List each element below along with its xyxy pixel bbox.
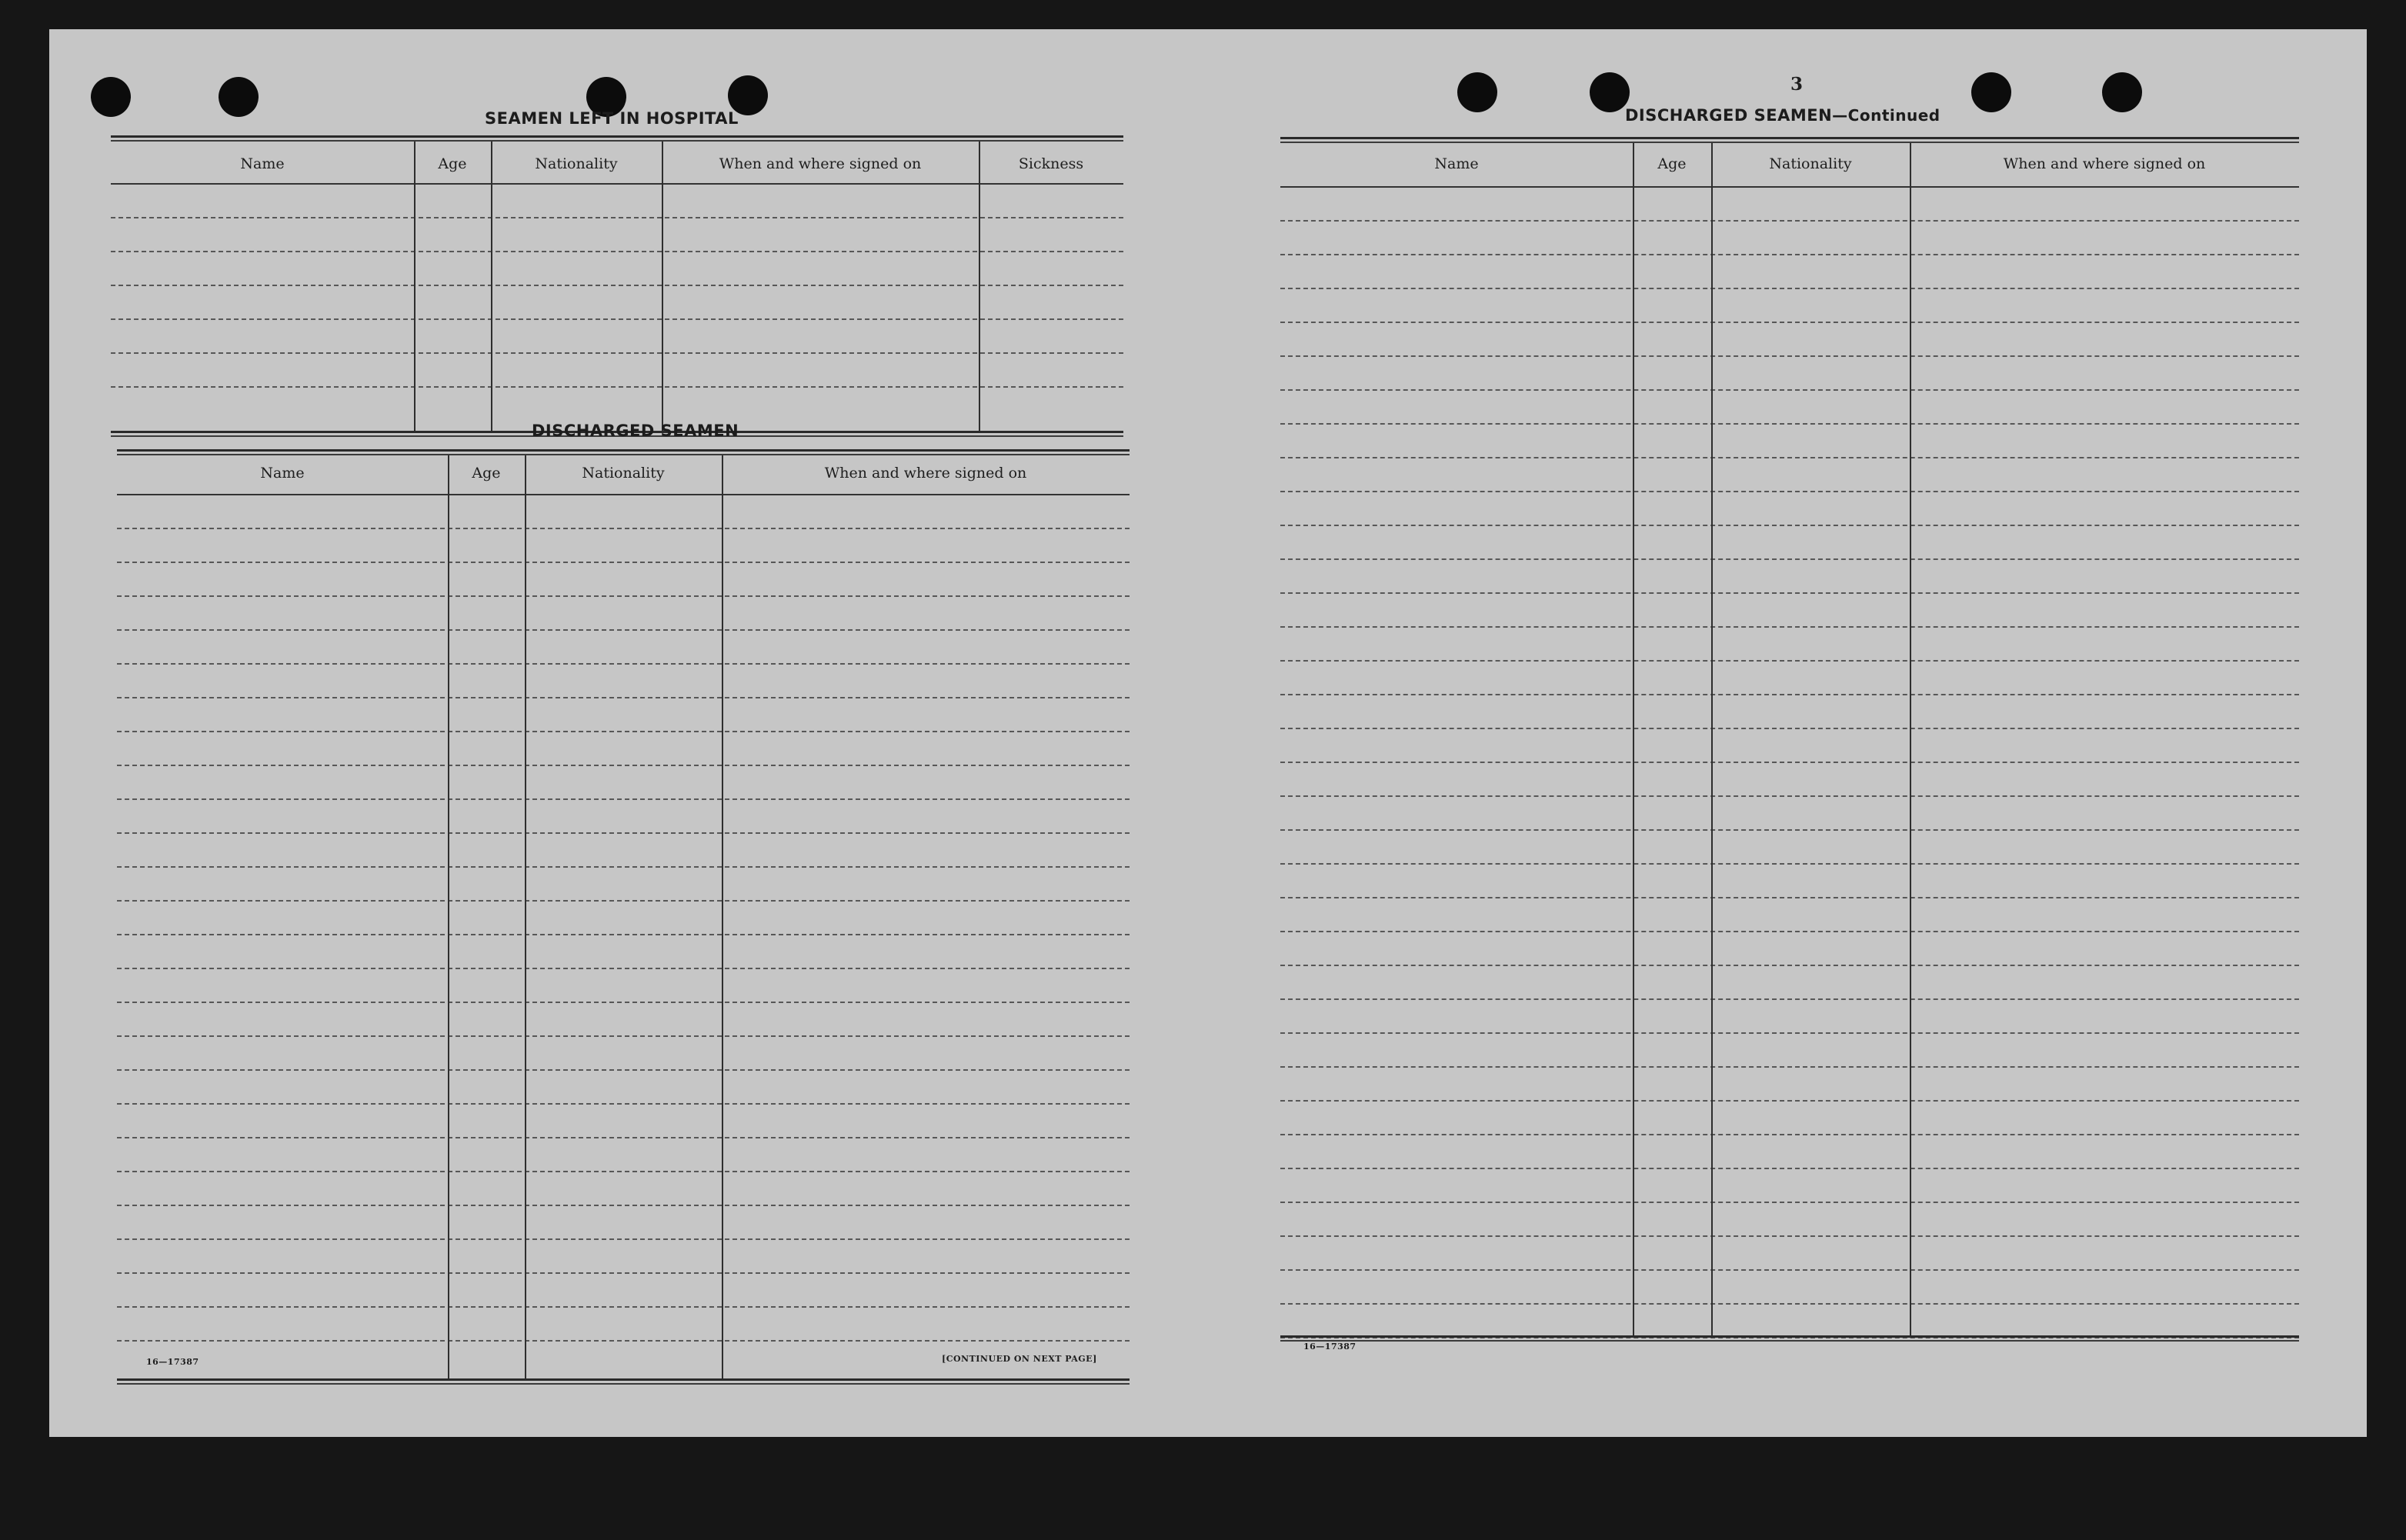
table-row [111,251,1123,252]
table-row [117,629,1130,631]
table-row [1280,288,2299,289]
discharged-continued-table-bottom-rule [1280,1335,2299,1342]
discharged-table-column-divider [722,455,723,1378]
punch-hole-icon [1590,72,1630,112]
table-row [117,832,1130,834]
hospital-table-header-nationality: Nationality [535,155,618,172]
table-row [111,386,1123,388]
page-number: 3 [1790,74,1804,95]
table-row [111,285,1123,286]
table-row [1280,694,2299,695]
table-row [117,1340,1130,1342]
discharged-continued-table-column-divider [1910,143,1911,1335]
table-row [117,1035,1130,1037]
table-row [117,1103,1130,1105]
table-row [1280,558,2299,560]
discharged-table-column-divider [448,455,449,1378]
table-row [1280,1168,2299,1169]
discharged-continued-table-header-nationality: Nationality [1769,155,1852,172]
form-number-right: 16—17387 [1303,1342,1357,1352]
discharged-continued-title-suffix: —Continued [1832,106,1940,125]
punch-hole-icon [1457,72,1497,112]
table-row [117,1205,1130,1206]
discharged-continued-table-column-divider [1633,143,1634,1335]
table-row [117,1171,1130,1172]
punch-hole-icon [91,77,131,117]
table-row [117,1002,1130,1003]
table-row [117,663,1130,665]
table-row [1280,1269,2299,1271]
table-row [1280,322,2299,323]
discharged-table [117,449,1130,1385]
hospital-table [111,135,1123,437]
table-row [117,866,1130,868]
hospital-table-title: SEAMEN LEFT IN HOSPITAL [485,109,739,128]
table-row [1280,491,2299,492]
table-row [117,731,1130,732]
discharged-table-bottom-rule [117,1378,1130,1385]
hospital-table-column-divider [491,142,492,431]
discharged-continued-table-header-age: Age [1657,155,1687,172]
table-row [1280,355,2299,357]
discharged-continued-table-header-rule [1280,186,2299,188]
table-row [111,352,1123,354]
table-row [117,1069,1130,1071]
discharged-table-top-rule [117,449,1130,455]
table-row [117,765,1130,766]
table-row [117,595,1130,597]
table-row [1280,762,2299,763]
table-row [1280,1032,2299,1034]
table-row [117,934,1130,935]
discharged-table-header-age: Age [472,465,501,482]
punch-hole-icon [2102,72,2142,112]
hospital-table-column-divider [979,142,980,431]
table-row [1280,795,2299,797]
discharged-continued-table-top-rule [1280,137,2299,143]
discharged-continued-table-header-name: Name [1434,155,1479,172]
table-row [1280,423,2299,425]
table-row [1280,728,2299,729]
table-row [117,1306,1130,1308]
table-row [117,968,1130,969]
table-row [117,562,1130,563]
table-row [117,798,1130,800]
table-row [1280,1303,2299,1305]
table-row [1280,660,2299,662]
table-row [1280,592,2299,594]
table-row [117,1137,1130,1138]
continued-note: [CONTINUED ON NEXT PAGE] [942,1354,1097,1364]
table-row [117,900,1130,902]
hospital-table-top-rule [111,135,1123,142]
discharged-table-header-when-and-where-signed-on: When and where signed on [824,465,1027,482]
table-row [1280,1066,2299,1068]
table-row [1280,931,2299,932]
hospital-table-header-name: Name [240,155,285,172]
hospital-table-header-age: Age [438,155,467,172]
table-row [117,697,1130,698]
punch-hole-icon [1971,72,2011,112]
discharged-continued-table-column-divider [1711,143,1713,1335]
table-row [1280,829,2299,831]
table-row [1280,457,2299,458]
table-row [117,528,1130,529]
table-row [1280,626,2299,628]
table-row [117,1272,1130,1274]
table-row [1280,1235,2299,1237]
table-row [1280,965,2299,966]
table-row [1280,525,2299,526]
table-row [1280,220,2299,222]
table-row [1280,1202,2299,1203]
table-row [1280,998,2299,1000]
document-sheet [49,29,2367,1437]
table-row [1280,897,2299,898]
discharged-continued-title [1625,106,1940,125]
table-row [1280,1134,2299,1135]
discharged-table-header-nationality: Nationality [582,465,665,482]
table-row [1280,863,2299,865]
table-row [111,318,1123,320]
discharged-continued-title-main: DISCHARGED SEAMEN [1625,106,1833,125]
discharged-table-header-rule [117,494,1130,495]
table-row [111,217,1123,218]
table-row [1280,389,2299,391]
hospital-table-header-sickness: Sickness [1018,155,1084,172]
hospital-table-header-rule [111,183,1123,185]
discharged-continued-table-header-when-and-where-signed-on: When and where signed on [2003,155,2206,172]
discharged-continued-table [1280,137,2299,1342]
punch-hole-icon [219,77,259,117]
discharged-table-column-divider [525,455,526,1378]
discharged-table-header-name: Name [260,465,305,482]
form-number: 16—17387 [146,1357,199,1367]
hospital-table-column-divider [662,142,663,431]
table-row [1280,254,2299,255]
hospital-table-header-when-and-where-signed-on: When and where signed on [719,155,922,172]
table-row [1280,1100,2299,1102]
table-row [117,1238,1130,1240]
discharged-table-title: DISCHARGED SEAMEN [532,422,739,440]
hospital-table-column-divider [414,142,415,431]
